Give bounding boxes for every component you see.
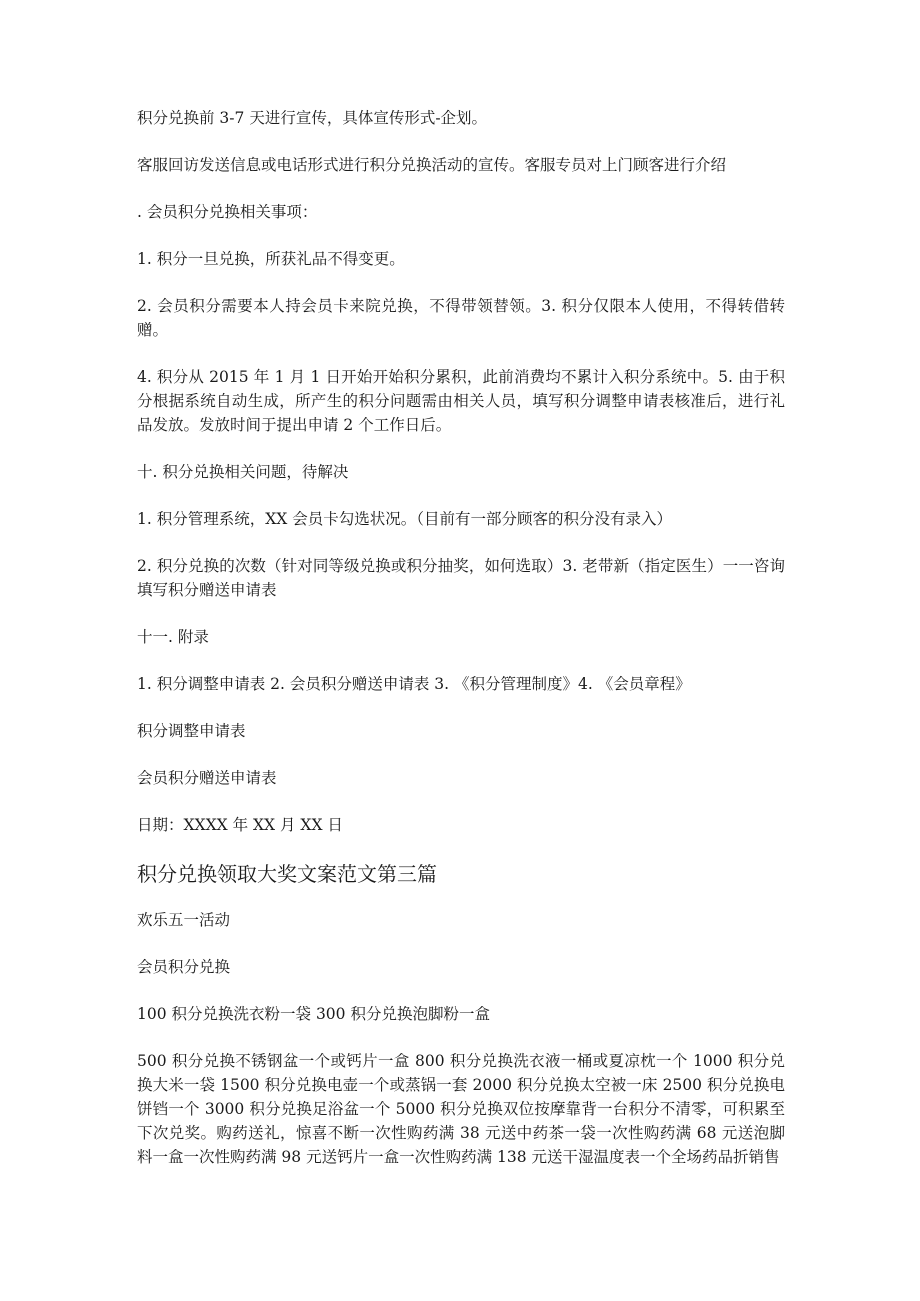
paragraph-member-points: 会员积分兑换 [137,958,231,976]
paragraph-adjust-form: 积分调整申请表 [137,722,246,740]
paragraph-redemption-matters-title: . 会员积分兑换相关事项： [137,203,318,221]
paragraph-rule-4-5: 4. 积分从 2015 年 1 月 1 日开始开始积分累积，此前消费均不累计入积分系统中。5. 由于积分根据系统自动生成，所产生的积分问题需由相关人员，填写积分调整申请表核准后，进行礼品发放。发放时间于提出申请 2 个工作日后。 [137,368,785,434]
section-eleven-title: 十一. 附录 [137,628,209,646]
paragraph-promo-timing: 积分兑换前 3-7 天进行宣传，具体宣传形式-企划。 [137,109,488,127]
paragraph-may-day-event: 欢乐五一活动 [137,911,231,929]
paragraph-customer-service: 客服回访发送信息或电话形式进行积分兑换活动的宣传。客服专员对上门顾客进行介绍 [137,156,727,174]
document-page [137,106,785,1192]
paragraph-date: 日期：XXXX 年 XX 月 XX 日 [137,816,343,834]
paragraph-points-tier-list: 500 积分兑换不锈钢盆一个或钙片一盒 800 积分兑换洗衣液一桶或夏凉枕一个 1000 积分兑换大米一袋 1500 积分兑换电壶一个或蒸锅一套 2000 积分兑换太空被一床 2500 积分兑换电饼铛一个 3000 积分兑换足浴盆一个 5000 积分兑换双位按摩靠背一台积分不清零，可积累至下次兑奖。购药送礼，惊喜不断一次性购药满 38 元送中药茶一袋一次性购药满 68 元送泡脚料一盒一次性购药满 98 元送钙片一盒一次性购药满 138 元送干湿温度表一个全场药品折销售 [137,1052,785,1166]
paragraph-rule-1: 1. 积分一旦兑换，所获礼品不得变更。 [137,250,405,268]
paragraph-appendix-list: 1. 积分调整申请表 2. 会员积分赠送申请表 3. 《积分管理制度》4. 《会员章程》 [137,675,691,693]
paragraph-issue-1: 1. 积分管理系统，XX 会员卡勾选状况。（目前有一部分顾客的积分没有录入） [137,510,672,528]
paragraph-gift-form: 会员积分赠送申请表 [137,769,277,787]
section-ten-title: 十. 积分兑换相关问题，待解决 [137,463,349,481]
paragraph-points-tier-1: 100 积分兑换洗衣粉一袋 300 积分兑换泡脚粉一盒 [137,1005,490,1023]
part-three-heading: 积分兑换领取大奖文案范文第三篇 [137,862,437,886]
paragraph-issue-2-3: 2. 积分兑换的次数（针对同等级兑换或积分抽奖，如何选取）3. 老带新（指定医生）一一咨询填写积分赠送申请表 [137,557,785,599]
paragraph-rule-2-3: 2. 会员积分需要本人持会员卡来院兑换，不得带领替领。3. 积分仅限本人使用，不得转借转赠。 [137,297,785,339]
